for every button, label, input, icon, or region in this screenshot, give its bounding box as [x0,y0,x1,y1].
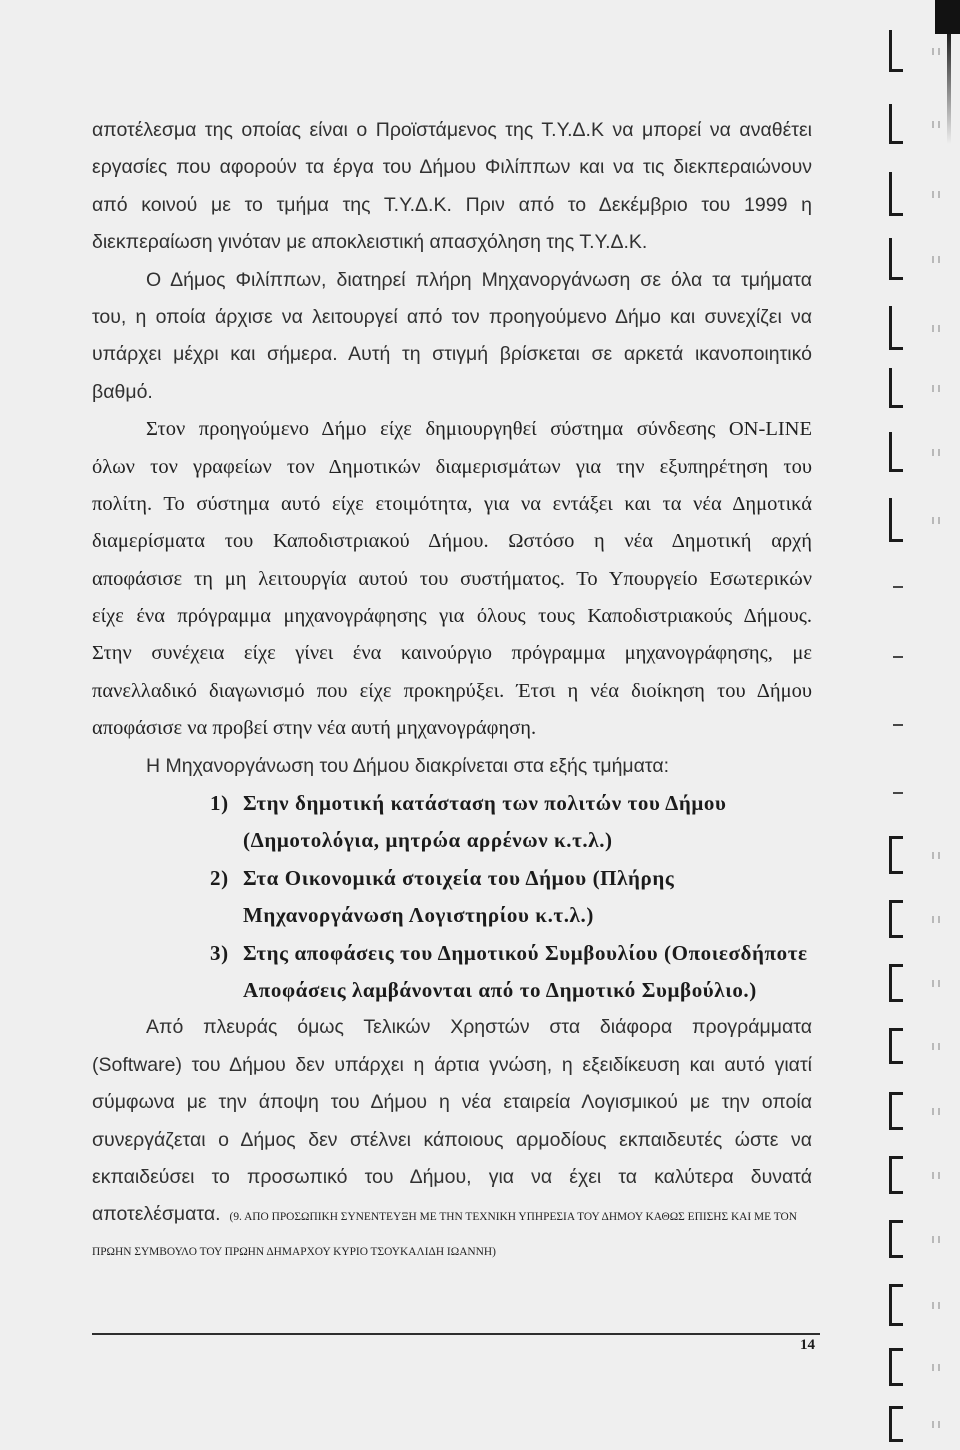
binding-mark [889,1406,903,1442]
section-number: 2) [210,865,229,890]
scan-tick [932,1364,934,1371]
scan-tick [932,449,934,456]
sections-intro: Η Μηχανοργάνωση του Δήμου διακρίνεται στα εξής τμήματα: [146,754,670,777]
paragraph-end-users [92,1009,812,1233]
binding-dash [893,792,903,794]
scan-tick [932,325,934,332]
scan-tick [938,256,940,263]
text-line: Ο Δήμος Φιλίππων, διατηρεί πλήρη Μηχανοργάνωση σε όλα τα τμήματα [146,268,812,291]
binding-mark [889,1220,903,1258]
binding-mark [889,368,903,408]
closing-word: αποτελέσματα. [92,1203,221,1226]
text-line: είχε ένα πρόγραμμα μηχανογράφησης για όλους τους Καποδιστριακούς Δήμους. [92,605,812,628]
scan-tick [938,1172,940,1179]
page-number: 14 [800,1337,815,1353]
text-line: διαμερίσματα του Καποδιστριακού Δήμου. Ωστόσο η νέα Δημοτική αρχή [92,530,812,553]
binding-mark [889,836,903,874]
scan-tick [938,1302,940,1309]
paragraph-mechanization [92,262,812,412]
section-text: Στα Οικονομικά στοιχεία του Δήμου (Πλήρης [243,865,675,890]
scan-tick [932,517,934,524]
scan-tick [938,1236,940,1243]
scan-tick [932,1421,934,1428]
section-item [92,935,812,972]
scan-tick [938,48,940,55]
section-item-continuation [92,972,812,1009]
paragraph-online-system [92,411,812,748]
footnote-text: ΠΡΩΗΝ ΣΥΜΒΟΥΛΟ ΤΟΥ ΠΡΩΗΝ ΔΗΜΑΡΧΟΥ ΚΥΡΙΟ ΤΣΟΥΚΑΛΙΔΗ ΙΩΑΝΝΗ) [92,1245,496,1258]
scan-tick [932,191,934,198]
scan-tick [938,916,940,923]
binding-mark [889,498,903,542]
binding-mark [889,30,903,72]
binding-mark [889,1028,903,1064]
footnote-text: (9. ΑΠΟ ΠΡΟΣΩΠΙΚΗ ΣΥΝΕΝΤΕΥΞΗ ΜΕ ΤΗΝ ΤΕΧΝΙΚΗ ΥΠΗΡΕΣΙΑ ΤΟΥ ΔΗΜΟΥ ΚΑΘΩΣ ΕΠΙΣΗΣ ΚΑΙ ΜΕ ΤΟΝ [229,1211,797,1224]
section-text: (Δημοτολόγια, μητρώα αρρένων κ.τ.λ.) [243,828,613,853]
text-line: αποτέλεσμα της οποίας είναι ο Προϊστάμενος της Τ.Υ.Δ.Κ να μπορεί να αναθέτει [92,119,812,141]
scan-tick [938,1421,940,1428]
text-line: βαθμό. [92,380,153,403]
text-line: (Software) του Δήμου δεν υπάρχει η άρτια γνώση, η εξειδίκευση και αυτό γιατί [92,1053,812,1076]
sections-list [92,785,812,1009]
text-line: διεκπεραίωση γινόταν με αποκλειστική απασχόληση της Τ.Υ.Δ.Κ. [92,231,648,254]
binding-mark [889,104,903,144]
binding-mark [889,238,903,280]
scan-tick [938,517,940,524]
text-line: εκπαιδεύσει το προσωπικό του Δήμου, για να έχει τα καλύτερα δυνατά [92,1165,812,1188]
scan-tick [932,48,934,55]
text-line: Στην συνέχεια είχε γίνει ένα καινούργιο πρόγραμμα μηχανογράφησης, με [92,642,812,665]
paragraph-intro [92,112,812,262]
section-item-continuation [92,822,812,859]
scan-tick [932,1108,934,1115]
binding-mark [889,306,903,350]
section-number: 3) [210,940,229,965]
binding-mark [889,172,903,216]
text-line: Στον προηγούμενο Δήμο είχε δημιουργηθεί σύστημα σύνδεσης ON-LINE [146,418,812,441]
text-line: του, η οποία άρχισε να λειτουργεί από τον προηγούμενο Δήμο και συνεχίζει να [92,305,812,328]
scan-tick [932,1236,934,1243]
binding-mark [889,900,903,938]
scan-tick [932,385,934,392]
scan-tick [938,980,940,987]
section-text: Αποφάσεις λαμβάνονται από το Δημοτικό Συμβούλιο.) [243,977,757,1002]
scan-tick [932,1172,934,1179]
text-line: πανελλαδικό διαγωνισμό που είχε προκηρύξει. Έτσι η νέα διοίκηση του Δήμου [92,679,812,702]
scan-tick [932,916,934,923]
scan-tick [932,256,934,263]
section-text: Μηχανοργάνωση Λογιστηρίου κ.τ.λ.) [243,903,594,928]
scan-tick [932,980,934,987]
text-line: όλων τον γραφείων τον Δημοτικών διαμερισμάτων για την εξυπηρέτηση του [92,455,812,478]
scan-edge-shadow [935,0,960,34]
scan-tick [938,121,940,128]
text-line: σύμφωνα με την άποψη του Δήμου η νέα εταιρεία Λογισμικού με την οποία [92,1091,812,1114]
scan-tick [932,121,934,128]
binding-mark [889,1156,903,1194]
text-line: εργασίες που αφορούν τα έργα του Δήμου Φιλίππων και να τις διεκπεραιώνουν [92,156,812,179]
binding-mark [889,432,903,472]
body-text [92,112,812,1271]
scan-tick [938,385,940,392]
scan-tick [932,1043,934,1050]
text-line: πολίτη. Το σύστημα αυτό είχε ετοιμότητα, για να εντάξει και τα νέα Δημοτικά [92,492,812,515]
scan-edge-line [947,34,951,144]
scan-tick [938,325,940,332]
section-item [92,860,812,897]
binding-dash [893,586,903,588]
scan-tick [932,1302,934,1309]
binding-mark [889,964,903,1002]
closing-line [92,1196,812,1233]
text-line: συνεργάζεται ο Δήμος δεν στέλνει κάποιους αρμοδίους εκπαιδευτές ώστε να [92,1128,812,1151]
scan-tick [938,1108,940,1115]
section-number: 1) [210,791,229,816]
section-text: Στην δημοτική κατάσταση των πολιτών του Δήμου [243,791,727,816]
binding-dash [893,724,903,726]
binding-mark [889,1284,903,1326]
binding-mark [889,1092,903,1130]
text-line: υπάρχει μέχρι και σήμερα. Αυτή τη στιγμή βρίσκεται σε αρκετά ικανοποιητικό [92,343,812,366]
binding-dash [893,656,903,658]
scan-tick [932,852,934,859]
section-item-continuation [92,897,812,934]
section-item [92,785,812,822]
scan-tick [938,191,940,198]
text-line: από κοινού με το τμήμα της Τ.Υ.Δ.Κ. Πριν από το Δεκέμβριο του 1999 η [92,193,812,216]
scan-tick [938,1364,940,1371]
text-line: αποφάσισε τη μη λειτουργία αυτού του συστήματος. Το Υπουργείο Εσωτερικών [92,567,812,590]
scan-tick [938,449,940,456]
section-text: Στης αποφάσεις του Δημοτικού Συμβουλίου (Οποιεσδήποτε [243,940,808,965]
scan-tick [938,1043,940,1050]
footer-rule [92,1333,820,1335]
scan-tick [938,852,940,859]
text-line: Από πλευράς όμως Τελικών Χρηστών στα διάφορα προγράμματα [146,1016,812,1039]
binding-mark [889,1348,903,1386]
text-line: αποφάσισε να προβεί στην νέα αυτή μηχανογράφηση. [92,717,537,740]
